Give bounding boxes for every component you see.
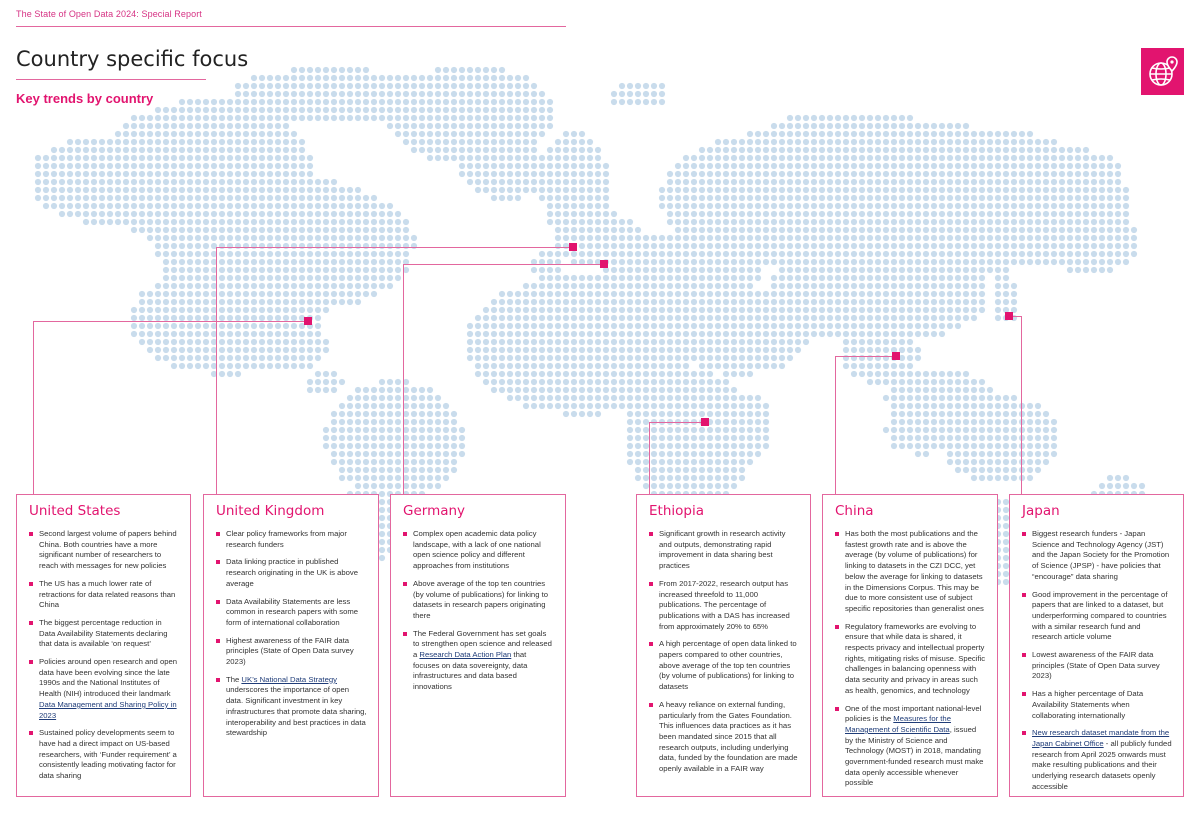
trend-bullet: Complex open academic data policy landscape, with a lack of one national open science policy and different approaches from institutions xyxy=(403,529,554,572)
country-name: United Kingdom xyxy=(216,503,325,519)
policy-link[interactable]: New research dataset mandate from the Japan Cabinet Office xyxy=(1032,728,1170,748)
trend-bullet: Has a higher percentage of Data Availability Statements when collaborating internationally xyxy=(1022,689,1172,721)
connector-us xyxy=(33,321,308,322)
trend-bullet: Clear policy frameworks from major research funders xyxy=(216,529,367,550)
connector-china xyxy=(835,356,896,357)
marker-japan[interactable] xyxy=(1005,312,1013,320)
trend-bullet: Regulatory frameworks are evolving to ensure that while data is shared, it respects privacy and intellectual property rights, mitigating risks of misuse. Specific challenges in balancing openness with data security and privacy in areas such as health, genomics, and technology xyxy=(835,622,986,697)
trend-bullet: A heavy reliance on external funding, particularly from the Gates Foundation. This influences data practices as it has been mandated since 2015 that all research outputs, including underlying data, funded by the foundation are made openly available in a FAIR way xyxy=(649,700,799,775)
country-name: Germany xyxy=(403,503,466,519)
trend-bullet: Biggest research funders - Japan Science and Technology Agency (JST) and the Japan Society for the Promotion of Science (JPSP) - have policies that “encourage” data sharing xyxy=(1022,529,1172,583)
connector-uk xyxy=(216,247,573,248)
country-card-germany xyxy=(390,494,566,797)
country-name: Japan xyxy=(1022,503,1060,519)
trend-bullet: Data linking practice in published research originating in the UK is above average xyxy=(216,557,367,589)
policy-link[interactable]: Research Data Action Plan xyxy=(419,650,512,660)
trend-bullet: Has both the most publications and the fastest growth rate and is above the average (by volume of publications) for linking to datasets in the CZI DCC, yet below the average for linking to datasets in the Dimensions Corpus. This may be due to more consistent use of subject specific repositories than generalist ones xyxy=(835,529,986,615)
marker-ethiopia[interactable] xyxy=(701,418,709,426)
country-card-japan xyxy=(1009,494,1184,797)
bullet-text: that focuses on data sovereignty, data infrastructures and data based innovations xyxy=(413,650,528,692)
connector-china xyxy=(835,356,836,494)
trend-bullet xyxy=(403,629,554,693)
connector-us xyxy=(33,321,34,494)
trend-bullet: Significant growth in research activity and outputs, demonstrating rapid improvement in data sharing best practices xyxy=(649,529,799,572)
connector-germany xyxy=(403,264,404,494)
title-divider xyxy=(16,79,206,80)
trend-bullet xyxy=(29,657,179,721)
policy-link[interactable]: Data Management and Sharing Policy in 2023 xyxy=(39,699,177,720)
globe-badge xyxy=(1141,48,1184,95)
trend-bullet: Good improvement in the percentage of papers that are linked to a dataset, but underperforming compared to countries with a similar research fund and research article volume xyxy=(1022,590,1172,644)
trend-bullet: The US has a much lower rate of retractions for data related reasons than China xyxy=(29,579,179,611)
country-card-ethiopia xyxy=(636,494,811,797)
connector-japan xyxy=(1021,316,1022,494)
bullet-text: The xyxy=(226,674,242,684)
country-name: Ethiopia xyxy=(649,503,704,519)
trend-bullet: The biggest percentage reduction in Data Availability Statements declaring that data is available ‘on request’ xyxy=(29,618,179,650)
connector-ethiopia xyxy=(649,422,650,494)
page-subtitle: Key trends by country xyxy=(16,91,154,106)
globe-location-icon xyxy=(1146,55,1180,89)
trend-bullet xyxy=(1022,728,1172,792)
trend-bullet: Data Availability Statements are less common in research papers with some form of international collaboration xyxy=(216,597,367,629)
marker-china[interactable] xyxy=(892,352,900,360)
trend-bullet xyxy=(835,704,986,790)
country-name: China xyxy=(835,503,874,519)
bullet-text: - all publicly funded research from April 2025 onwards must make resulting publications and their underlying research datasets openly accessible xyxy=(1032,738,1172,791)
trend-bullet: Above average of the top ten countries (by volume of publications) for linking to datasets in research papers originating there xyxy=(403,579,554,622)
page-title: Country specific focus xyxy=(16,47,249,71)
bullet-text: , issued by the Ministry of Science and Technology (MOST) in 2018, mandating government-funded research must make data openly accessible whenever possible xyxy=(845,724,984,788)
trend-bullet: From 2017-2022, research output has increased threefold to 11,000 publications. The percentage of publications with a DAS has increased from approximately 20% to 65% xyxy=(649,579,799,633)
bullet-text: One of the most important national-level policies is the xyxy=(845,703,982,724)
marker-united-states[interactable] xyxy=(304,317,312,325)
policy-link[interactable]: Measures for the Management of Scientific Data xyxy=(845,714,951,734)
connector-uk xyxy=(216,247,217,494)
trend-bullet: Lowest awareness of the FAIR data principles (State of Open Data survey 2023) xyxy=(1022,650,1172,682)
bullet-text: The Federal Government has set goals to strengthen open science and released a xyxy=(413,628,552,660)
trend-bullet: Second largest volume of papers behind China. Both countries have a more significant number of researchers to reach with messages for new policies xyxy=(29,529,179,572)
connector-ethiopia xyxy=(649,422,705,423)
country-card-united-kingdom xyxy=(203,494,379,797)
trend-bullet: Sustained policy developments seem to have had a direct impact on US-based researchers, with ‘Funder requirement’ a consistently leading motivating factor for data sharing xyxy=(29,728,179,782)
country-card-china xyxy=(822,494,998,797)
trend-bullet: Highest awareness of the FAIR data principles (State of Open Data survey 2023) xyxy=(216,636,367,668)
marker-germany[interactable] xyxy=(600,260,608,268)
bullet-text: Policies around open research and open data have been evolving since the late 1990s and the National Institutes of Health (NIH) introduced their landmark xyxy=(39,657,178,699)
connector-germany xyxy=(403,264,604,265)
trend-bullet xyxy=(216,675,367,739)
marker-united-kingdom[interactable] xyxy=(569,243,577,251)
report-header: The State of Open Data 2024: Special Report xyxy=(16,9,202,19)
policy-link[interactable]: UK’s National Data Strategy xyxy=(241,674,337,684)
trend-bullet: A high percentage of open data linked to papers compared to other countries, above average of the top ten countries (by volume of publications) for linking to datasets xyxy=(649,639,799,693)
country-card-united-states xyxy=(16,494,191,797)
country-name: United States xyxy=(29,503,121,519)
bullet-text: underscores the importance of open data. Significant investment in key infrastructures that promote data sharing, interoperability and best practices in data stewardship xyxy=(226,685,367,738)
